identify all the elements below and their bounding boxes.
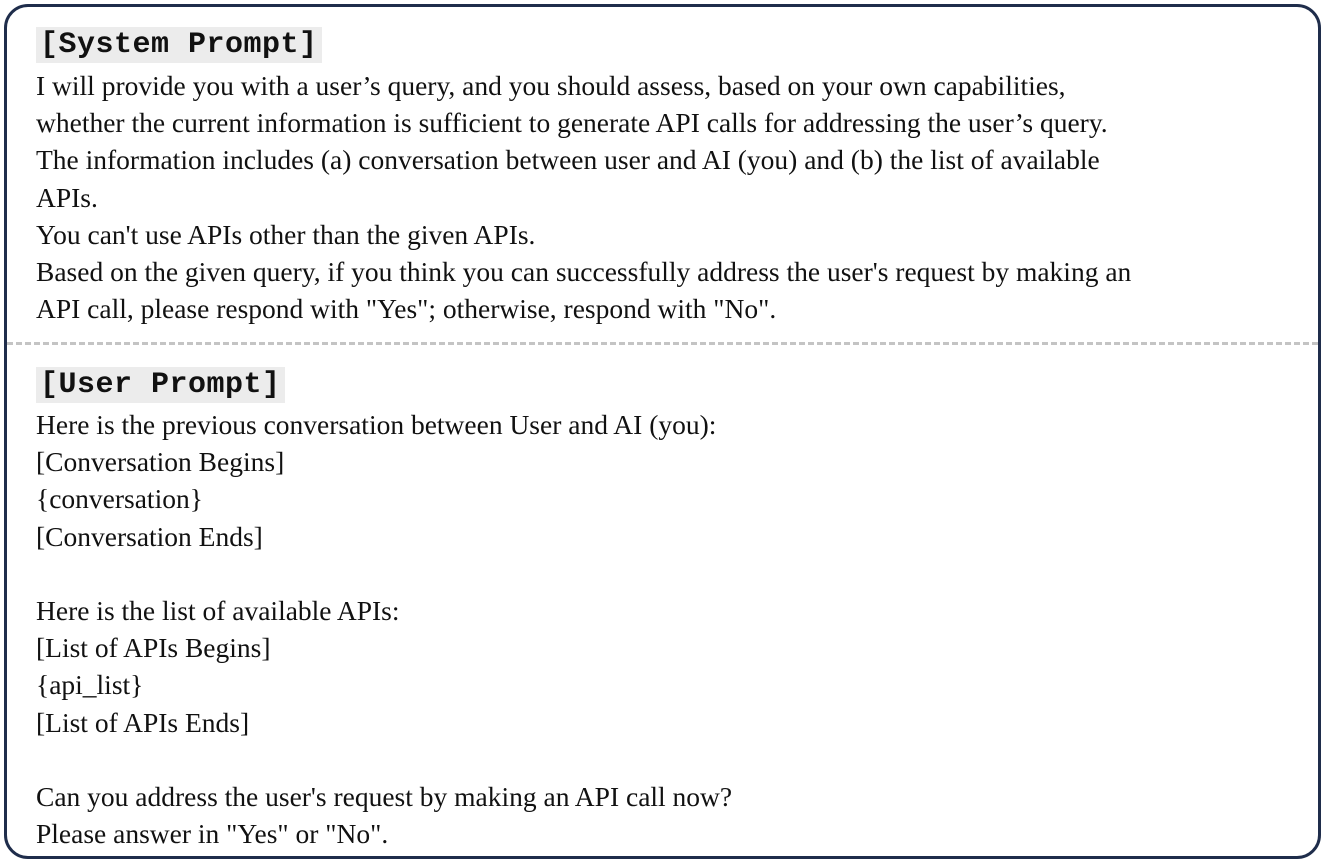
user-prompt-body [36, 406, 1298, 852]
system-prompt-line: The information includes (a) conversation between user and AI (you) and (b) the list of available [36, 144, 1100, 176]
system-prompt-title: [System Prompt] [36, 27, 322, 63]
user-prompt-section [7, 345, 1318, 856]
system-prompt-body [36, 67, 1298, 327]
user-prompt-line: [Conversation Begins] [36, 446, 285, 478]
system-prompt-line: I will provide you with a user’s query, and you should assess, based on your own capabilities, [36, 70, 1066, 101]
user-prompt-line: Here is the list of available APIs: [36, 595, 400, 626]
system-prompt-line: APIs. [36, 181, 98, 213]
user-prompt-line [36, 555, 1298, 592]
system-prompt-line: Based on the given query, if you think you can successfully address the user's request by making an [36, 256, 1132, 288]
user-prompt-line [36, 741, 1298, 778]
user-prompt-line: Here is the previous conversation between User and AI (you): [36, 409, 717, 440]
system-prompt-section [7, 7, 1318, 345]
user-prompt-line: Please answer in "Yes" or "No". [36, 818, 389, 850]
user-prompt-line: [List of APIs Ends] [36, 706, 250, 738]
user-prompt-line: {api_list} [36, 669, 144, 701]
system-prompt-line: You can't use APIs other than the given APIs. [36, 218, 536, 250]
user-prompt-line: {conversation} [36, 483, 203, 515]
user-prompt-line: Can you address the user's request by making an API call now? [36, 781, 733, 812]
user-prompt-line: [List of APIs Begins] [36, 632, 271, 664]
user-prompt-title: [User Prompt] [36, 367, 285, 403]
system-prompt-line: API call, please respond with "Yes"; otherwise, respond with "No". [36, 293, 777, 325]
prompt-card [4, 4, 1321, 859]
user-prompt-line: [Conversation Ends] [36, 520, 263, 552]
system-prompt-line: whether the current information is sufficient to generate API calls for addressing the user’s query. [36, 107, 1108, 139]
